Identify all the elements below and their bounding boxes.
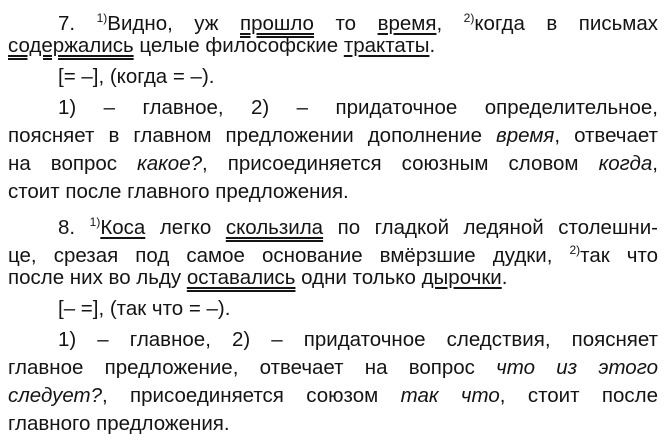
ex8-subject-kosa: Коса (100, 216, 146, 239)
ex8-clause1-marker: 1) (89, 215, 101, 229)
ex7-text: целые философские (133, 34, 344, 57)
ex8-text: , присоединяется союзом (101, 384, 401, 407)
ex7-text: на вопрос (8, 152, 138, 175)
ex7-clause1-marker: 1) (96, 11, 108, 25)
ex7-sentence-line-2 (8, 33, 435, 59)
ex7-text: , (436, 12, 464, 35)
ex8-explanation-line-2 (8, 355, 658, 381)
ex7-text: . (429, 34, 436, 57)
ex8-clause2-marker: 2) (569, 243, 581, 257)
ex8-number: 8. (58, 216, 76, 239)
ex7-clause2-marker: 2) (463, 11, 475, 25)
ex7-text: , присоединяется союзным словом (202, 152, 599, 175)
ex7-predicate-soderzhalis: содержались (8, 34, 134, 57)
ex8-predicate-skolzila: скользила (225, 216, 324, 239)
ex7-scheme: [= –], (когда = –). (58, 65, 215, 88)
ex8-scheme: [– =], (так что = –). (58, 297, 231, 320)
ex7-predicate-proshlo: прошло (240, 12, 314, 35)
ex7-explanation-line-1: 1) – главное, 2) – придаточное определительное, (58, 96, 658, 119)
ex8-text: це, срезая под самое основание вмёрзшие дудки, (8, 244, 570, 267)
ex8-text: после них во льду (8, 266, 187, 289)
ex7-explanation-line-2 (8, 123, 658, 149)
ex8-explanation-line-4: главного предложения. (8, 412, 230, 435)
ex7-italic-kogda: когда (598, 152, 653, 175)
ex8-explanation-line-1: 1) – главное, 2) – придаточное следствия, поясняет (58, 328, 658, 351)
ex7-text: то (313, 12, 378, 35)
ex7-text: когда в письмах (474, 12, 659, 35)
ex7-text: поясняет в главном предложении дополнение (8, 124, 497, 147)
ex8-explanation-line-3 (8, 383, 658, 409)
ex7-explanation-line-4: стоит после главного предложения. (8, 180, 349, 203)
ex7-italic-kakoe: какое? (137, 152, 203, 175)
ex8-italic-chto-iz-etogo: что из этого (496, 356, 658, 379)
ex7-text: , (652, 152, 658, 175)
ex7-italic-vremya: время (496, 124, 555, 147)
ex7-text: , отвечает (554, 124, 658, 147)
ex8-text: так что (580, 244, 659, 267)
ex8-sentence-line-3 (8, 265, 507, 291)
ex8-italic-sleduet: следует? (8, 384, 102, 407)
ex8-text: главное предложение, отвечает на вопрос (8, 356, 497, 379)
ex8-text: легко (145, 216, 226, 239)
ex7-number: 7. (58, 12, 76, 35)
ex8-text: . (501, 266, 508, 289)
ex7-subject-traktaty: трактаты (343, 34, 430, 57)
ex8-text: по гладкой ледяной столешни- (323, 216, 658, 239)
ex8-subject-dyrochki: дырочки (421, 266, 502, 289)
ex8-italic-tak-chto: так что (400, 384, 500, 407)
ex7-subject-vremya: время (377, 12, 437, 35)
ex8-predicate-ostavalis: оставались (186, 266, 296, 289)
ex7-text: Видно, уж (107, 12, 241, 35)
ex8-text: одни только (295, 266, 422, 289)
ex8-text: , стоит после (499, 384, 658, 407)
ex7-explanation-line-3 (8, 151, 658, 177)
